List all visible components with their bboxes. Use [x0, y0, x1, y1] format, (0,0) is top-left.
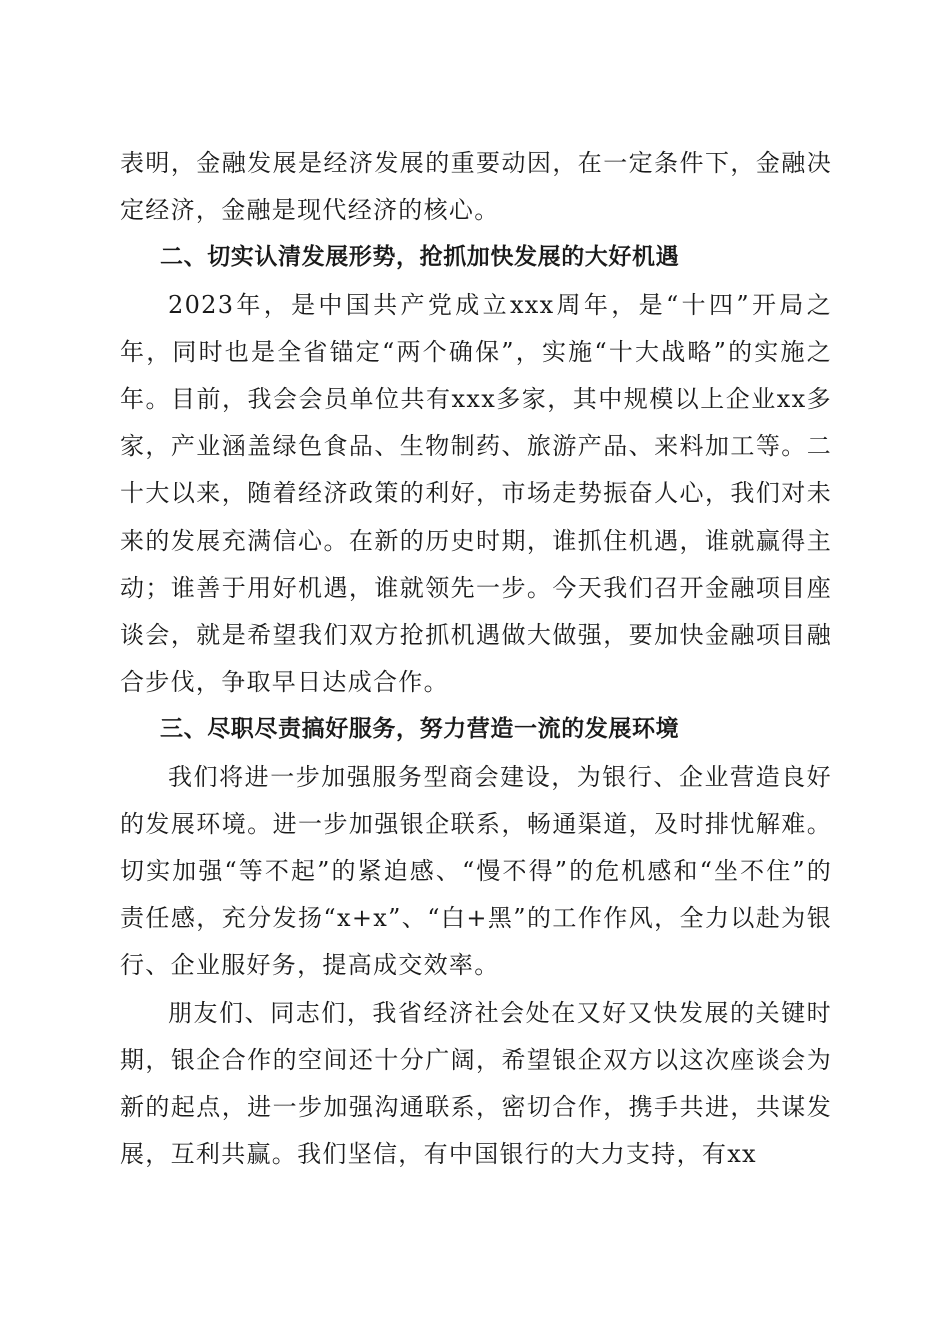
paragraph-body: 朋友们、同志们，我省经济社会处在又好又快发展的关键时期，银企合作的空间还十分广阔，希望银企双方以这次座谈会为新的起点，进一步加强沟通联系，密切合作，携手共进，共谋发展，互利共赢。我们坚信，有中国银行的大力支持，有xx	[120, 998, 832, 1169]
paragraph-body: 我们将进一步加强服务型商会建设，为银行、企业营造良好的发展环境。进一步加强银企联系，畅通渠道，及时排忧解难。切实加强“等不起”的紧迫感、“慢不得”的危机感和“坐不住”的责任感，充分发扬“x+x”、“白+黑”的工作作风，全力以赴为银行、企业服好务，提高成交效率。	[120, 762, 832, 980]
section-heading-2: 二、切实认清发展形势，抢抓加快发展的大好机遇	[160, 244, 680, 271]
document-body	[120, 140, 832, 1178]
section-heading-3: 三、尽职尽责搞好服务，努力营造一流的发展环境	[160, 716, 680, 743]
paragraph-body: 2023年，是中国共产党成立xxx周年，是“十四”开局之年，同时也是全省锚定“两个确保”，实施“十大战略”的实施之年。目前，我会会员单位共有xxx多家，其中规模以上企业xx多家，产业涵盖绿色食品、生物制药、旅游产品、来料加工等。二十大以来，随着经济政策的利好，市场走势振奋人心，我们对未来的发展充满信心。在新的历史时期，谁抓住机遇，谁就赢得主动；谁善于用好机遇，谁就领先一步。今天我们召开金融项目座谈会，就是希望我们双方抢抓机遇做大做强，要加快金融项目融合步伐，争取早日达成合作。	[120, 290, 832, 697]
paragraph-continuation: 表明，金融发展是经济发展的重要动因，在一定条件下，金融决定经济，金融是现代经济的核心。	[120, 149, 832, 225]
